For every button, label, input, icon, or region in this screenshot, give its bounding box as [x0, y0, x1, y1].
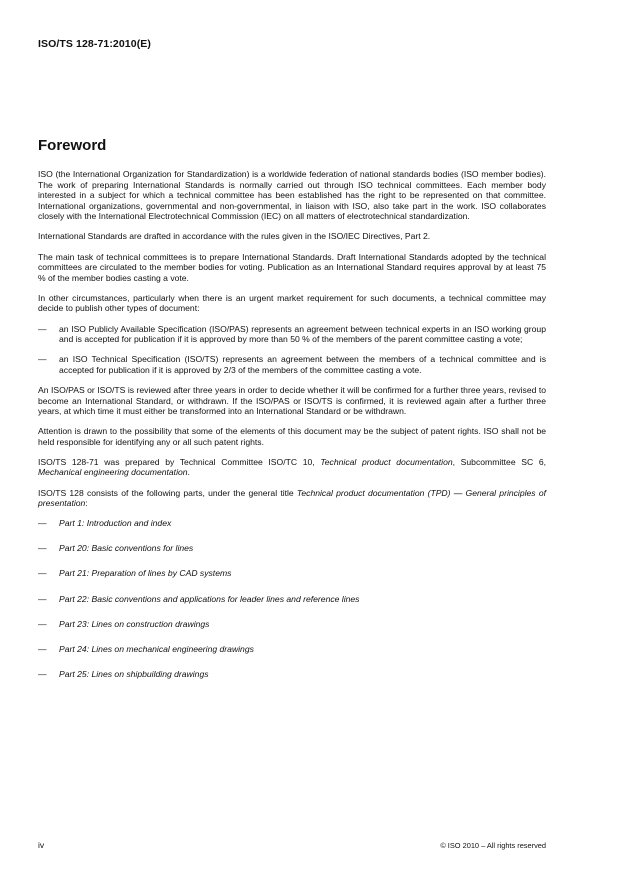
list-item-text: an ISO Technical Specification (ISO/TS) represents an agreement between the members of a technical committee and is accepted for publication if it is approved by 2/3 of the members of the committee casting a vote. — [59, 354, 546, 375]
dash-marker: — — [38, 593, 47, 604]
list-item — [38, 568, 546, 579]
part-title: Part 23: Lines on construction drawings — [59, 618, 210, 629]
paragraph-prepared-by — [38, 457, 546, 478]
dash-marker: — — [38, 354, 47, 365]
general-title: Technical product documentation (TPD) — General principles of presentation — [38, 487, 546, 509]
part-title: Part 21: Preparation of lines by CAD systems — [59, 568, 232, 579]
committee-title: Technical product documentation — [320, 456, 453, 467]
part-title: Part 25: Lines on shipbuilding drawings — [59, 668, 209, 679]
page-number: iv — [38, 840, 45, 850]
list-item — [38, 594, 546, 605]
document-identifier: ISO/TS 128-71:2010(E) — [38, 38, 151, 50]
paragraph-review: An ISO/PAS or ISO/TS is reviewed after three years in order to decide whether it will be confirmed for a further three years, revised to become an International Standard, or withdrawn. If the ISO/PAS or ISO/TS is confirmed, it is reviewed again after a further three years, at which time it must either be transformed into an International Standard or be withdrawn. — [38, 384, 546, 417]
dash-marker: — — [38, 323, 47, 334]
list-item-pas — [38, 324, 546, 345]
dash-marker: — — [38, 643, 47, 654]
dash-marker: — — [38, 543, 47, 554]
list-item-text: an ISO Publicly Available Specification (ISO/PAS) represents an agreement between technical experts in an ISO working group and is accepted for publication if it is approved by more than 50 % of the members of the parent committee casting a vote; — [59, 323, 546, 345]
paragraph-iso-intro: ISO (the International Organization for Standardization) is a worldwide federation of national standards bodies (ISO member bodies). The work of preparing International Standards is normally carried out through ISO technical committees. Each member body interested in a subject for which a technical committee has been established has the right to be represented on that committee. International organizations, governmental and non-governmental, in liaison with ISO, also take part in the work. ISO collaborates closely with the International Electrotechnical Commission (IEC) on all matters of electrotechnical standardization. — [38, 169, 546, 222]
text-run: ISO/TS 128 consists of the following parts, under the general title — [38, 487, 297, 498]
subcommittee-title: Mechanical engineering documentation — [38, 467, 188, 478]
copyright-notice: © ISO 2010 – All rights reserved — [440, 841, 546, 850]
paragraph-patent: Attention is drawn to the possibility that some of the elements of this document may be the subject of patent rights. ISO shall not be held responsible for identifying any or all such patent rights. — [38, 426, 546, 447]
dash-marker: — — [38, 668, 47, 679]
part-title: Part 1: Introduction and index — [59, 518, 172, 529]
dash-marker: — — [38, 618, 47, 629]
part-title: Part 24: Lines on mechanical engineering drawings — [59, 643, 254, 654]
part-title: Part 22: Basic conventions and applications for leader lines and reference lines — [59, 593, 360, 604]
page-title: Foreword — [38, 137, 107, 154]
list-item — [38, 543, 546, 554]
dash-marker: — — [38, 518, 47, 529]
text-run: ISO/TS 128-71 was prepared by Technical Committee ISO/TC 10, — [38, 456, 321, 467]
text-run: : — [85, 498, 88, 509]
dash-marker: — — [38, 568, 47, 579]
text-run: . — [187, 467, 190, 478]
list-item — [38, 619, 546, 630]
list-item-ts — [38, 354, 546, 375]
paragraph-main-task: The main task of technical committees is to prepare International Standards. Draft International Standards adopted by the technical committees are circulated to the member bodies for voting. Publication as an International Standard requires approval by at least 75 % of the member bodies casting a vote. — [38, 251, 546, 283]
paragraph-other-circumstances: In other circumstances, particularly when there is an urgent market requirement for such documents, a technical committee may decide to publish other types of document: — [38, 292, 546, 314]
text-run: , Subcommittee SC 6, — [452, 456, 546, 467]
paragraph-parts-intro — [38, 488, 546, 509]
list-item — [38, 644, 546, 655]
paragraph-directives: International Standards are drafted in accordance with the rules given in the ISO/IEC Directives, Part 2. — [38, 231, 431, 242]
foreword-body — [38, 169, 546, 694]
list-item — [38, 669, 546, 680]
list-item — [38, 518, 546, 529]
part-title: Part 20: Basic conventions for lines — [59, 543, 194, 554]
parts-list — [38, 518, 546, 679]
